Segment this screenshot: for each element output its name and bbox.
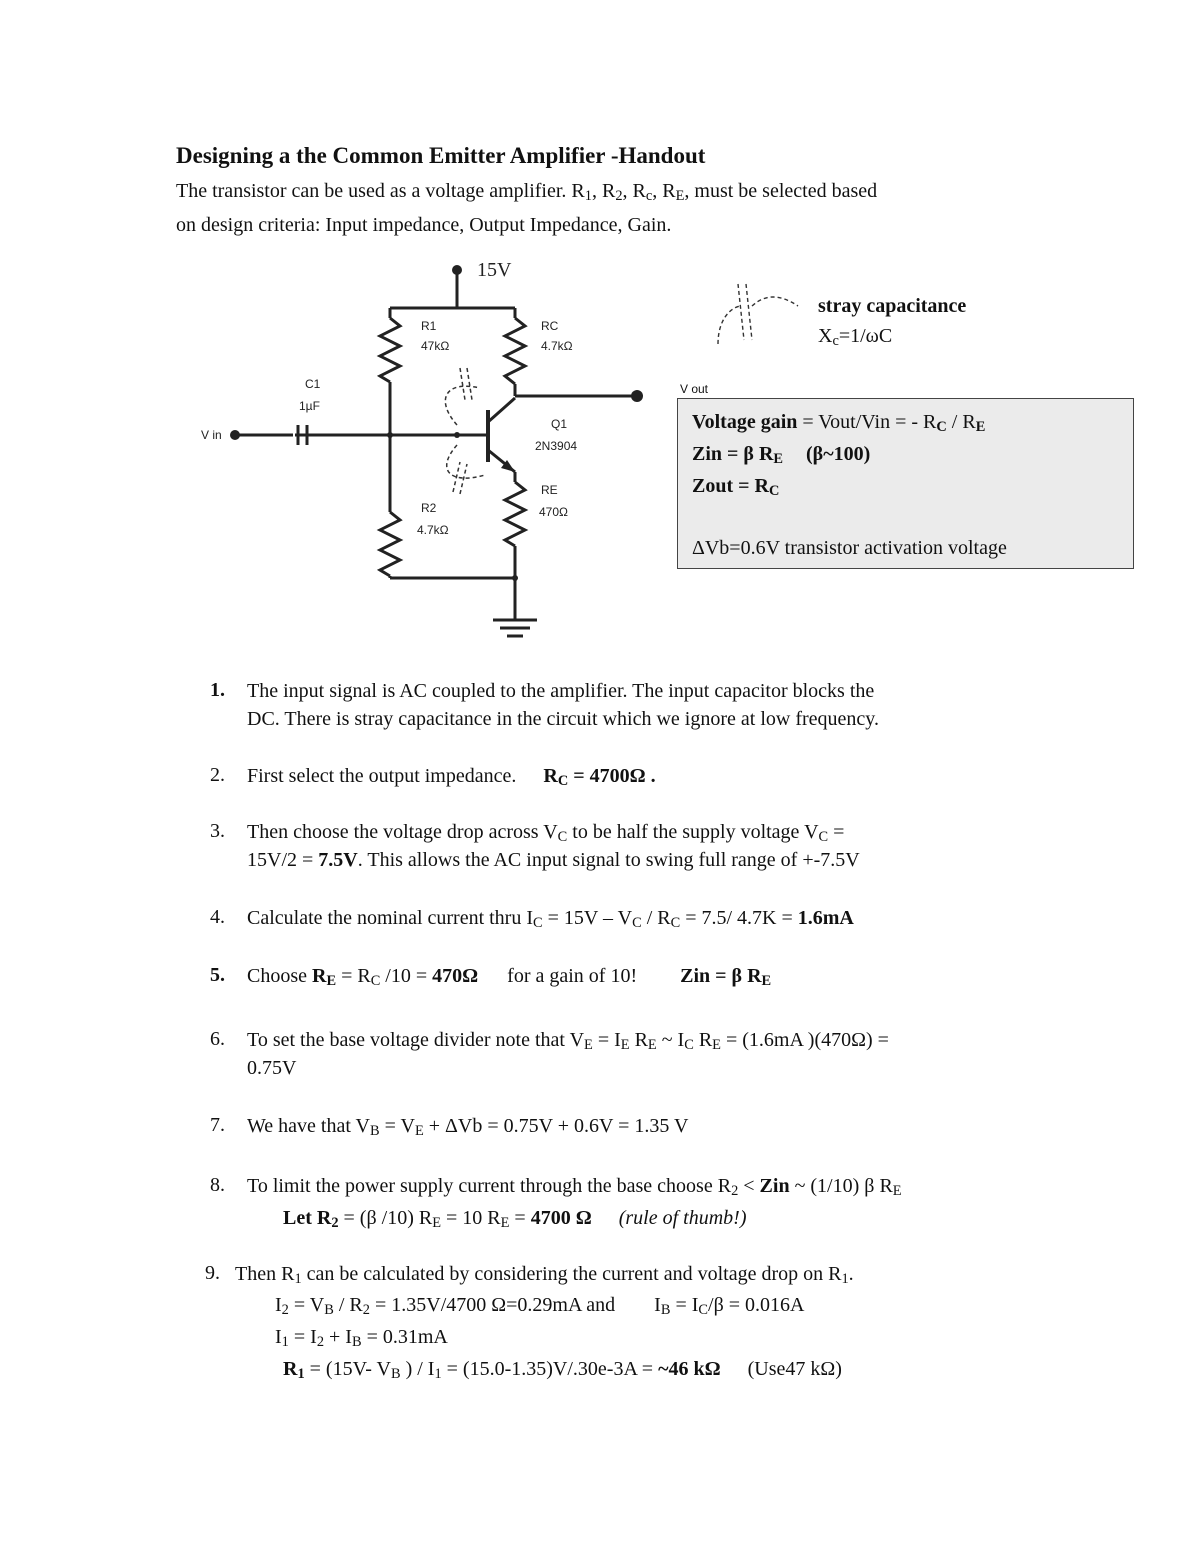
step-3-number: 3. xyxy=(210,820,225,842)
step-7-number: 7. xyxy=(210,1114,225,1136)
step-6-line-2: 0.75V xyxy=(247,1057,297,1079)
common-emitter-circuit-diagram xyxy=(195,250,655,670)
re-name: RE xyxy=(541,483,558,497)
step-8-number: 8. xyxy=(210,1174,225,1196)
step-6-number: 6. xyxy=(210,1028,225,1050)
re-value: 470Ω xyxy=(539,505,568,519)
step-9-line-1: Then $R_1$ can be calculated by considering the current and voltage drop on $R_1$. xyxy=(235,1263,854,1288)
step-3-line-1: Then choose the voltage drop across $V_C$ to be half the supply voltage $V_C$ = xyxy=(247,821,845,846)
c1-value: 1µF xyxy=(299,399,320,413)
intro-paragraph: The transistor can be used as a voltage amplifier. $R_1$, $R_2$, $R_c$, $R_E$, must be selected based on design criteria: Input impedance, Output Impedance, Gain. xyxy=(176,180,878,237)
step-4-number: 4. xyxy=(210,906,225,928)
step-5-number: 5. xyxy=(210,964,225,986)
step-9-line-3: $I_1 = I_2 + I_B = 0.31mA$ xyxy=(275,1326,448,1351)
voltage-gain-formula: Voltage gain = Vout/Vin = - $R_C / R_E$ xyxy=(692,411,986,436)
step-5-text: Choose $R_E = R_C$ /10 = 470Ω for a gain of 10! Zin = β $R_E$ xyxy=(247,965,772,990)
step-2-number: 2. xyxy=(210,764,225,786)
step-8-line-1: To limit the power supply current through the base choose $R_2$ < Zin ~ (1/10) β $R_E$ xyxy=(247,1175,902,1200)
r1-value: 47kΩ xyxy=(421,339,450,353)
step-8-line-2: Let $R_2 = (\beta$ /10) $R_E = 10$ $R_E = 4700$ Ω (rule of thumb!) xyxy=(283,1207,747,1232)
step-1-line-1: The input signal is AC coupled to the amplifier. The input capacitor blocks the xyxy=(247,680,875,702)
vin-label: V in xyxy=(201,428,222,442)
r1-name: R1 xyxy=(421,319,437,333)
step-9-number: 9. xyxy=(205,1262,220,1284)
step-9-line-4: $R_1 = (15V-$ $V_B$ ) / $I_1 = (15.0-1.35)V/.30e-3A$ = ~46 kΩ (Use47 kΩ) xyxy=(283,1358,842,1383)
stray-capacitance-label: stray capacitance xyxy=(818,295,967,317)
step-9-line-2: $I_2 = V_B / R_2 = 1.35V/4700$ Ω=0.29mA and $I_B = I_C/\beta = 0.016A$ xyxy=(275,1294,805,1319)
zin-formula: Zin = β $R_E$ (β~100) xyxy=(692,443,871,468)
step-3-line-2: 15V/2 = 7.5V. This allows the AC input signal to swing full range of +-7.5V xyxy=(247,849,860,871)
step-7-text: We have that $V_B = V_E + \Delta Vb = 0.75V + 0.6V = 1.35$ V xyxy=(247,1115,689,1140)
vout-label-text: V out xyxy=(680,382,709,396)
c1-name: C1 xyxy=(305,377,321,391)
supply-voltage-label: 15V xyxy=(477,259,512,281)
step-4-text: Calculate the nominal current thru $I_C = 15V - V_C / R_C = 7.5/$ 4.7K = 1.6mA xyxy=(247,907,854,932)
r2-name: R2 xyxy=(421,501,437,515)
formula-summary-box xyxy=(677,398,1134,569)
q1-name: Q1 xyxy=(551,417,568,431)
step-6-line-1: To set the base voltage divider note that $V_E = I_E$ $R_E$ ~ $I_C$ $R_E = (1.6mA$ )(470Ω) = xyxy=(247,1029,889,1054)
r2-value: 4.7kΩ xyxy=(417,523,449,537)
zout-formula: Zout = $R_C$ xyxy=(692,475,780,500)
step-2-text: First select the output impedance. $R_C = 4700\Omega$ . xyxy=(247,765,656,790)
stray-capacitance-icon xyxy=(710,280,805,350)
step-1-number: 1. xyxy=(210,679,225,701)
q1-part: 2N3904 xyxy=(535,439,578,453)
activation-voltage-note: ΔVb=0.6V transistor activation voltage xyxy=(692,537,1007,559)
step-1-line-2: DC. There is stray capacitance in the circuit which we ignore at low frequency. xyxy=(247,708,879,730)
rc-name: RC xyxy=(541,319,559,333)
reactance-formula: $X_c=1/\omega C$ xyxy=(818,325,893,350)
page-title: Designing a the Common Emitter Amplifier -Handout xyxy=(176,143,706,168)
rc-value: 4.7kΩ xyxy=(541,339,573,353)
